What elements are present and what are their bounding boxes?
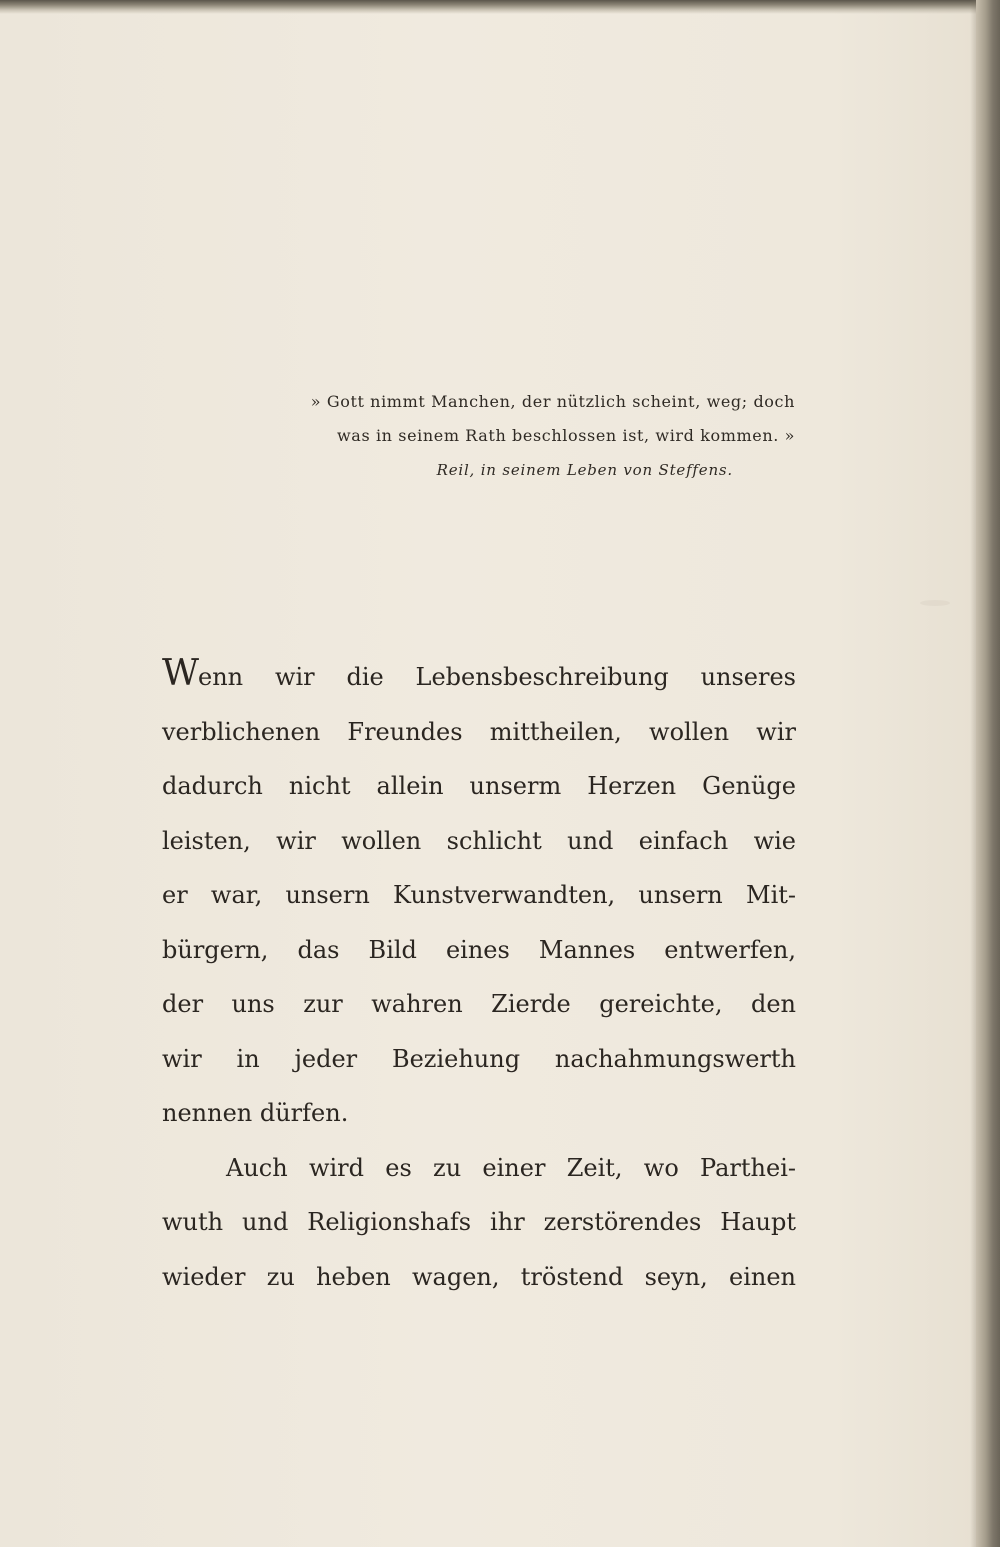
text-line-8: wir in jeder Beziehung nachahmungswerth: [162, 1044, 796, 1073]
text-line-4: leisten, wir wollen schlicht und einfach wie: [162, 826, 796, 855]
page-top-edge: [0, 0, 976, 14]
text-line-12: wieder zu heben wagen, tröstend seyn, einen: [162, 1262, 796, 1291]
text-line-3: dadurch nicht allein unserm Herzen Genüge: [162, 772, 796, 800]
epigraph-line-1: » Gott nimmt Manchen, der nützlich scheint, weg; doch: [310, 392, 795, 411]
epigraph-line-2: was in seinem Rath beschlossen ist, wird kommen. »: [337, 426, 795, 445]
text-line-6: bürgern, das Bild eines Mannes entwerfen,: [162, 935, 796, 964]
text-line-5: er war, unsern Kunstverwandten, unsern Mit-: [162, 881, 796, 909]
epigraph: [250, 385, 795, 487]
text-line-9: nennen dürfen.: [162, 1099, 349, 1127]
text-line-10: Auch wird es zu einer Zeit, wo Parthei-: [226, 1153, 796, 1182]
text-line-11: wuth und Religionshafs ihr zerstörendes Haupt: [162, 1208, 796, 1236]
text-line-1: enn wir die Lebensbeschreibung unseres: [198, 663, 796, 691]
page-right-edge: [976, 0, 1000, 1547]
drop-cap: W: [162, 653, 199, 694]
paper-mark: [920, 600, 950, 606]
text-line-2: verblichenen Freundes mittheilen, wollen wir: [162, 717, 796, 746]
epigraph-attribution: Reil, in seinem Leben von Steffens.: [436, 461, 733, 479]
body-text: [162, 650, 796, 1304]
text-line: [162, 650, 796, 705]
text-line-7: der uns zur wahren Zierde gereichte, den: [162, 990, 796, 1018]
